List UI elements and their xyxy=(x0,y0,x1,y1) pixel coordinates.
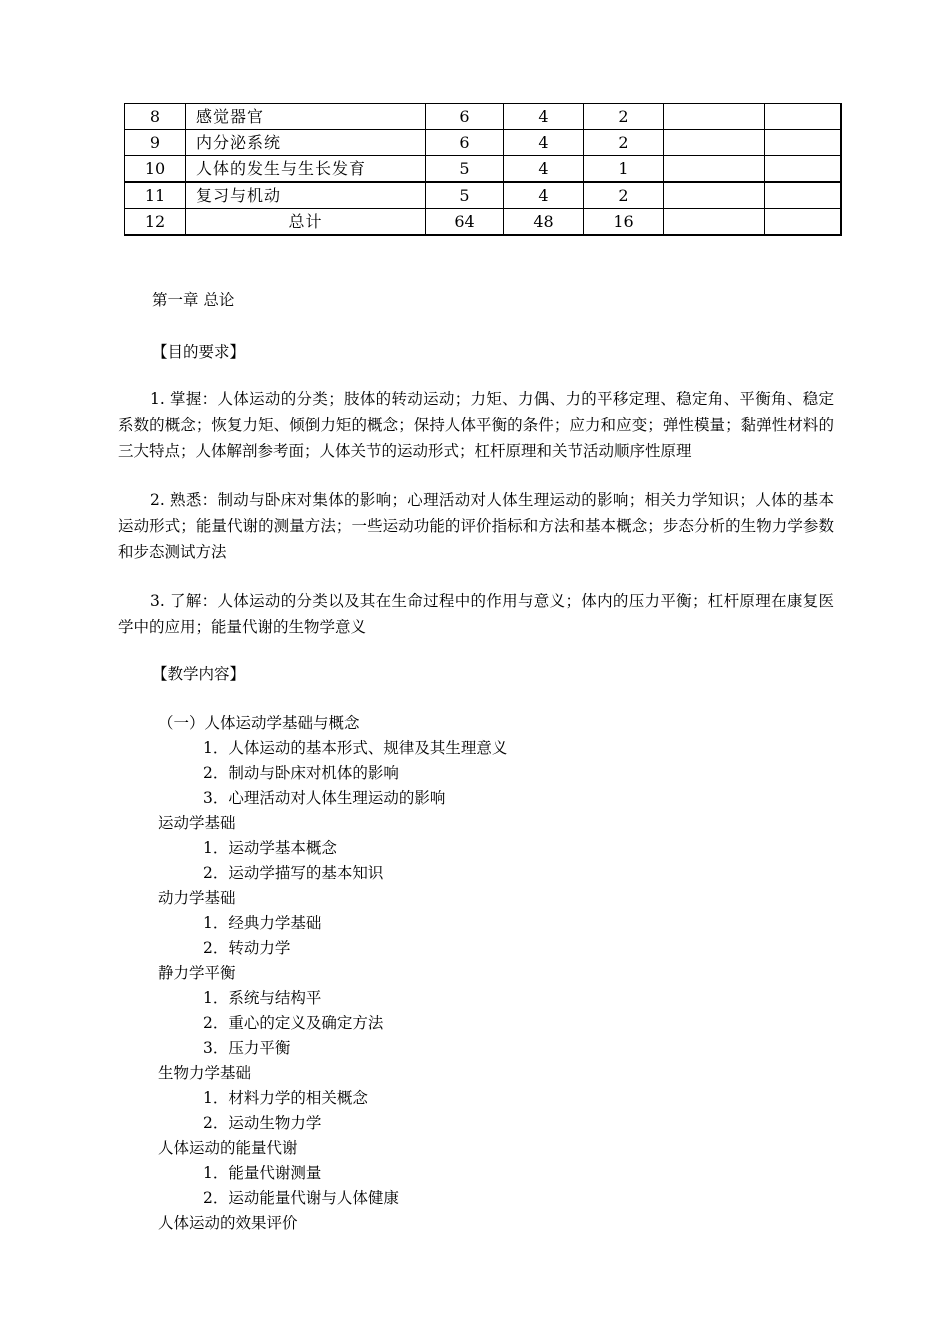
row-empty-cell xyxy=(664,156,765,183)
row-name: 总计 xyxy=(186,209,426,236)
row-practice: 2 xyxy=(584,104,664,130)
row-empty-cell xyxy=(664,209,765,236)
row-total: 5 xyxy=(426,156,504,183)
row-empty-cell xyxy=(765,209,841,236)
section-item: 2．制动与卧床对机体的影响 xyxy=(203,764,399,782)
row-practice: 16 xyxy=(584,209,664,236)
row-number: 11 xyxy=(125,182,186,209)
objective-paragraph xyxy=(118,588,834,640)
section-item: 1．能量代谢测量 xyxy=(203,1164,322,1182)
row-empty-cell xyxy=(765,182,841,209)
row-number: 8 xyxy=(125,104,186,130)
objectives-heading: 【目的要求】 xyxy=(152,343,246,361)
section-item: 3．压力平衡 xyxy=(203,1039,291,1057)
section-item: 3．心理活动对人体生理运动的影响 xyxy=(203,789,446,807)
row-theory: 48 xyxy=(504,209,584,236)
row-number: 12 xyxy=(125,209,186,236)
table-row xyxy=(125,182,841,209)
objective-text: 3. 了解：人体运动的分类以及其在生命过程中的作用与意义；体内的压力平衡；杠杆原理在康复医学中的应用；能量代谢的生物学意义 xyxy=(118,592,835,636)
course-hours-table xyxy=(124,103,842,236)
row-total: 64 xyxy=(426,209,504,236)
row-number: 10 xyxy=(125,156,186,183)
objective-text: 2. 熟悉：制动与卧床对集体的影响；心理活动对人体生理运动的影响；相关力学知识；人体的基本运动形式；能量代谢的测量方法；一些运动功能的评价指标和方法和基本概念；步态分析的生物力学参数和步态测试方法 xyxy=(118,491,835,561)
table-row xyxy=(125,130,841,156)
objective-paragraph xyxy=(118,487,834,565)
row-empty-cell xyxy=(765,130,841,156)
chapter-title: 第一章 总论 xyxy=(152,291,235,309)
section-title: 动力学基础 xyxy=(158,889,236,907)
section-item: 2．运动生物力学 xyxy=(203,1114,322,1132)
row-theory: 4 xyxy=(504,130,584,156)
row-total: 5 xyxy=(426,182,504,209)
section-item: 1．材料力学的相关概念 xyxy=(203,1089,368,1107)
row-name: 复习与机动 xyxy=(186,182,426,209)
row-empty-cell xyxy=(664,130,765,156)
row-empty-cell xyxy=(664,182,765,209)
section-title: 静力学平衡 xyxy=(158,964,236,982)
section-title: 人体运动的效果评价 xyxy=(158,1214,298,1232)
section-item: 2．运动学描写的基本知识 xyxy=(203,864,384,882)
row-total: 6 xyxy=(426,104,504,130)
row-name: 内分泌系统 xyxy=(186,130,426,156)
row-theory: 4 xyxy=(504,156,584,183)
row-number: 9 xyxy=(125,130,186,156)
section-title: 人体运动的能量代谢 xyxy=(158,1139,298,1157)
row-practice: 1 xyxy=(584,156,664,183)
row-total: 6 xyxy=(426,130,504,156)
row-name: 人体的发生与生长发育 xyxy=(186,156,426,183)
table-row xyxy=(125,156,841,183)
row-empty-cell xyxy=(765,104,841,130)
row-practice: 2 xyxy=(584,182,664,209)
row-empty-cell xyxy=(664,104,765,130)
section-title: （一）人体运动学基础与概念 xyxy=(158,714,360,732)
content-heading: 【教学内容】 xyxy=(152,665,246,683)
section-item: 2．重心的定义及确定方法 xyxy=(203,1014,384,1032)
section-item: 1．经典力学基础 xyxy=(203,914,322,932)
row-theory: 4 xyxy=(504,182,584,209)
table-row-total xyxy=(125,209,841,236)
row-empty-cell xyxy=(765,156,841,183)
section-item: 2．转动力学 xyxy=(203,939,291,957)
row-practice: 2 xyxy=(584,130,664,156)
section-title: 生物力学基础 xyxy=(158,1064,252,1082)
objective-text: 1. 掌握：人体运动的分类；肢体的转动运动；力矩、力偶、力的平移定理、稳定角、平衡角、稳定系数的概念；恢复力矩、倾倒力矩的概念；保持人体平衡的条件；应力和应变；弹性模量；黏弹性材料的三大特点；人体解剖参考面；人体关节的运动形式；杠杆原理和关节活动顺序性原理 xyxy=(118,390,835,460)
section-title: 运动学基础 xyxy=(158,814,236,832)
section-item: 1．系统与结构平 xyxy=(203,989,322,1007)
objective-paragraph xyxy=(118,386,834,464)
row-theory: 4 xyxy=(504,104,584,130)
row-name: 感觉器官 xyxy=(186,104,426,130)
table-row xyxy=(125,104,841,130)
section-item: 2．运动能量代谢与人体健康 xyxy=(203,1189,399,1207)
section-item: 1．人体运动的基本形式、规律及其生理意义 xyxy=(203,739,508,757)
section-item: 1．运动学基本概念 xyxy=(203,839,337,857)
